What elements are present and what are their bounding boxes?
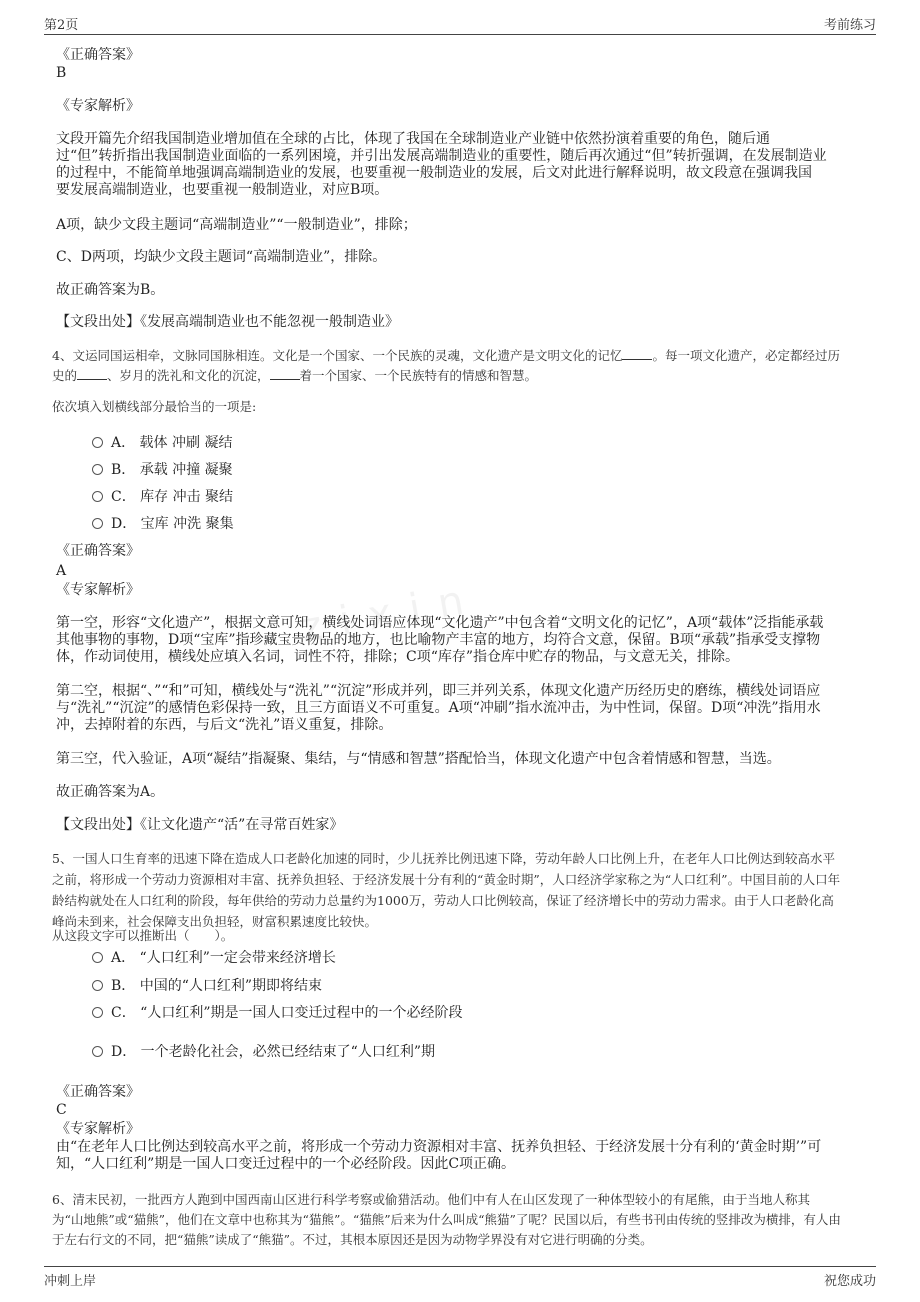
analysis-paragraph: 文段开篇先介绍我国制造业增加值在全球的占比，体现了我国在全球制造业产业链中依然扮演着重要的角色，随后通 过“但”转折指出我国制造业面临的一系列困境，并引出发展高端制造业的重要性，随后再次通过“但”转折强调，在发展制造业 的过程中，不能简单地强调高端制造业的发展，也要重视一般制造业的发展，后文对此进行解释说明，故文段意在强调我国 要发展高端制造业，也要重视一般制造业，对应B项。 <box>56 131 827 198</box>
question-stem: 5、一国人口生育率的迅速下降在造成人口老龄化加速的同时，少儿抚养比例迅速下降，劳动年龄人口比例上升，在老年人口比例达到较高水平 之前，将形成一个劳动力资源相对丰富、抚养负担轻、于经济发展十分有利的“黄金时期”，人口经济学家称之为“人口红利”。中国目前的人口年 龄结构就处在人口红利的阶段，每年供给的劳动力总量约为1000万，劳动人口比例较高，保证了经济增长中的劳动力需求。由于人口老龄化高 峰尚未到来，社会保障支出负担轻，财富积累速度比较快。 <box>52 851 841 929</box>
fill-blank <box>77 368 107 380</box>
answer-label: 《正确答案》 <box>56 543 140 559</box>
conclusion: 故正确答案为B。 <box>56 282 165 298</box>
analysis-label: 《专家解析》 <box>56 1121 140 1137</box>
footer-right-text: 祝您成功 <box>823 1274 876 1289</box>
question-prompt: 从这段文字可以推断出（ ）。 <box>52 928 234 943</box>
analysis-paragraph: 由“在老年人口比例达到较高水平之前，将形成一个劳动力资源相对丰富、抚养负担轻、于经济发展十分有利的‘黄金时期’”可 知，“人口红利”期是一国人口变迁过程中的一个必经阶段。因此C项正确。 <box>56 1139 822 1172</box>
question-prompt: 依次填入划横线部分最恰当的一项是: <box>52 399 257 414</box>
radio-icon[interactable] <box>92 952 103 963</box>
fill-blank <box>270 368 300 380</box>
source-citation: 【文段出处】《让文化遗产“活”在寻常百姓家》 <box>56 817 344 833</box>
option-b[interactable]: B． 承载 冲撞 凝聚 <box>92 460 233 480</box>
radio-icon[interactable] <box>92 1007 103 1018</box>
answer-label: 《正确答案》 <box>56 47 140 63</box>
answer-label: 《正确答案》 <box>56 1084 140 1100</box>
option-c[interactable]: C． “人口红利”期是一国人口变迁过程中的一个必经阶段 <box>92 1003 462 1023</box>
analysis-paragraph: 第一空，形容“文化遗产”，根据文意可知，横线处词语应体现“文化遗产”中包含着“文明文化的记忆”，A项“载体”泛指能承载 其他事物的事物，D项“宝库”指珍藏宝贵物品的地方，也比喻物产丰富的地方，均符合文意，保留。B项“承载”指承受支撑物 体，作动词使用，横线处应填入名词，词性不符，排除；C项“库存”指仓库中贮存的物品，与文意无关，排除。 <box>56 615 824 665</box>
analysis-paragraph: 第三空，代入验证，A项“凝结”指凝聚、集结，与“情感和智慧”搭配恰当，体现文化遗产中包含着情感和智慧，当选。 <box>56 751 781 767</box>
radio-icon[interactable] <box>92 437 103 448</box>
question-stem: 4、文运同国运相牵，文脉同国脉相连。文化是一个国家、一个民族的灵魂，文化遗产是文明文化的记忆 。每一项文化遗产，必定都经过历 史的 、岁月的洗礼和文化的沉淀， 着一个国家、一个民族特有的情感和智慧。 <box>52 348 840 383</box>
radio-icon[interactable] <box>92 980 103 991</box>
answer-value: B <box>56 65 67 81</box>
radio-icon[interactable] <box>92 1046 103 1057</box>
analysis-label: 《专家解析》 <box>56 98 140 114</box>
option-c[interactable]: C． 库存 冲击 聚结 <box>92 487 233 507</box>
answer-value: C <box>56 1102 67 1118</box>
option-d[interactable]: D． 宝库 冲洗 聚集 <box>92 514 234 534</box>
option-a[interactable]: A． 载体 冲刷 凝结 <box>92 433 232 453</box>
radio-icon[interactable] <box>92 491 103 502</box>
header-divider <box>44 34 876 35</box>
analysis-label: 《专家解析》 <box>56 582 140 598</box>
option-b[interactable]: B． 中国的“人口红利”期即将结束 <box>92 976 322 996</box>
fill-blank <box>622 348 652 360</box>
radio-icon[interactable] <box>92 464 103 475</box>
question-stem: 6、清末民初，一批西方人跑到中国西南山区进行科学考察或偷猎活动。他们中有人在山区发现了一种体型较小的有尾熊，由于当地人称其 为“山地熊”或“猫熊”，他们在文章中也称其为“猫熊”。“猫熊”后来为什么叫成“熊猫”了呢？民国以后，有些书刊由传统的竖排改为横排，有人由 于左右行文的不同，把“猫熊”读成了“熊猫”。不过，其根本原因还是因为动物学界没有对它进行明确的分类。 <box>52 1192 841 1247</box>
radio-icon[interactable] <box>92 518 103 529</box>
conclusion: 故正确答案为A。 <box>56 784 165 800</box>
watermark: zixin <box>297 574 485 652</box>
option-d[interactable]: D． 一个老龄化社会，必然已经结束了“人口红利”期 <box>92 1042 435 1062</box>
analysis-paragraph: C、D两项，均缺少文段主题词“高端制造业”，排除。 <box>56 249 387 265</box>
option-a[interactable]: A． “人口红利”一定会带来经济增长 <box>92 948 336 968</box>
page-number: 第2页 <box>44 18 79 33</box>
answer-value: A <box>56 563 67 579</box>
source-citation: 【文段出处】《发展高端制造业也不能忽视一般制造业》 <box>56 314 399 330</box>
analysis-paragraph: A项，缺少文段主题词“高端制造业”“一般制造业”，排除； <box>56 217 417 233</box>
footer-left-text: 冲刺上岸 <box>44 1274 97 1289</box>
footer-divider <box>44 1266 876 1267</box>
analysis-paragraph: 第二空，根据“、”“和”可知，横线处与“洗礼”“沉淀”形成并列，即三并列关系，体现文化遗产历经历史的磨练，横线处词语应 与“洗礼”“沉淀”的感情色彩保持一致，且三方面语义不可重复。A项“冲刷”指水流冲击，为中性词，保留。D项“冲洗”指用水 冲，去掉附着的东西，与后文“洗礼”语义重复，排除。 <box>56 683 821 733</box>
header-title: 考前练习 <box>823 18 876 33</box>
